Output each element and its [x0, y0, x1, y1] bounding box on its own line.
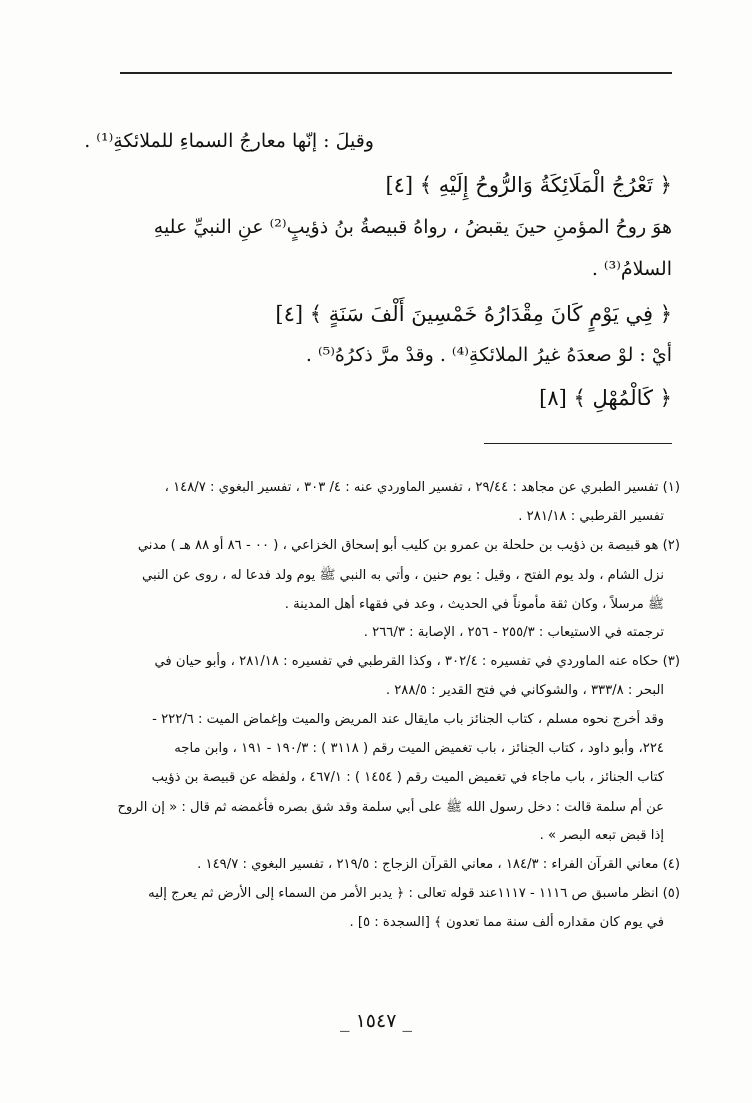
verse-1: ﴿ تَعْرُجُ الْمَلَائِكَةُ وَالرُّوحُ إِلَيْهِ ﴾ [٤] — [385, 173, 672, 197]
main-line-2: هوَ روحُ المؤمنِ حينَ يقبضُ ، رواهُ قبيصةُ بنُ ذؤيبٍ⁽²⁾ عنِ النبيِّ عليهِ — [153, 216, 672, 238]
top-rule — [120, 72, 672, 74]
footnote-2-line-2: نزل الشام ، ولد يوم الفتح ، وقيل : يوم حنين ، وأتي به النبي ﷺ يوم ولد فدعا له ، روى عن النبي — [141, 568, 664, 583]
footnote-3-line-5: كتاب الجنائز ، باب ماجاء في تغميض الميت رقم ( ١٤٥٤ ) : ٤٦٧/١ ، ولفظه عن قبيصة بن ذؤيب — [151, 770, 664, 785]
footnote-separator — [484, 443, 672, 444]
main-line-3: السلامُ⁽³⁾ . — [591, 258, 672, 280]
footnote-2-line-4: ترجمته في الاستيعاب : ٢٥٥/٣ - ٢٥٦ ، الإصابة : ٢٦٦/٣ . — [363, 625, 664, 640]
footnote-3-line-3: وقد أخرج نحوه مسلم ، كتاب الجنائز باب مايقال عند المريض والميت وإغماض الميت : ٢٢٢/٦ - — [152, 712, 664, 727]
footnote-3-line-2: البحر : ٣٣٣/٨ ، والشوكاني في فتح القدير : ٢٨٨/٥ . — [385, 683, 664, 698]
footnote-1-line-2: تفسير القرطبي : ٢٨١/١٨ . — [518, 509, 664, 524]
main-line-1: وقيلَ : إنّها معارجُ السماءِ للملائكةِ⁽¹⁾ . — [84, 130, 374, 152]
footnote-3-line-1: (٣) حكاه عنه الماوردي في تفسيره : ٣٠٢/٤ ، وكذا القرطبي في تفسيره : ٢٨١/١٨ ، وأبو حيان في — [154, 654, 680, 669]
footnote-5-line-2: في يوم كان مقداره ألف سنة مما تعدون ﴾ [السجدة : ٥] . — [349, 915, 664, 930]
verse-2: ﴿ فِي يَوْمٍ كَانَ مِقْدَارُهُ خَمْسِينَ أَلْفَ سَنَةٍ ﴾ [٤] — [275, 302, 672, 326]
footnote-3-line-6: عن أم سلمة قالت : دخل رسول الله ﷺ على أبي سلمة وقد شق بصره فأغمضه ثم قال : « إن الروح — [117, 800, 664, 815]
footnote-4: (٤) معاني القرآن الفراء : ١٨٤/٣ ، معاني القرآن الزجاج : ٢١٩/٥ ، تفسير البغوي : ١٤٩/٧ . — [197, 857, 680, 872]
verse-3: ﴿ كَالْمُهْلِ ﴾ [٨] — [539, 386, 672, 410]
footnote-1-line-1: (١) تفسير الطبري عن مجاهد : ٢٩/٤٤ ، تفسير الماوردي عنه : ٤/ ٣٠٣ ، تفسير البغوي : ١٤٨/٧ ، — [164, 480, 680, 495]
page-number: _ ١٥٤٧ _ — [340, 1010, 412, 1032]
footnote-2-line-1: (٢) هو قبيصة بن ذؤيب بن حلحلة بن عمرو بن كليب أبو إسحاق الخزاعي ، ( ٠٠ - ٨٦ أو ٨٨ هـ ) مدني — [137, 538, 680, 553]
footnote-2-line-3: ﷺ مرسلاً ، وكان ثقة مأموناً في الحديث ، وعد في فقهاء أهل المدينة . — [284, 597, 664, 612]
footnote-5-line-1: (٥) انظر ماسبق ص ١١١٦ - ١١١٧عند قوله تعالى : ﴿ يدبر الأمر من السماء إلى الأرض ثم يعرج إليه — [148, 886, 680, 901]
main-line-4: أيْ : لوْ صعدَهُ غيرُ الملائكةِ⁽⁴⁾ . وقدْ مرَّ ذكرُهُ⁽⁵⁾ . — [305, 344, 672, 366]
footnote-3-line-4: ٢٢٤، وأبو داود ، كتاب الجنائز ، باب تغميض الميت رقم ( ٣١١٨ ) : ١٩٠/٣ - ١٩١ ، وابن ماجه — [174, 741, 664, 756]
footnote-3-line-7: إذا قبض تبعه البصر » . — [539, 828, 664, 843]
